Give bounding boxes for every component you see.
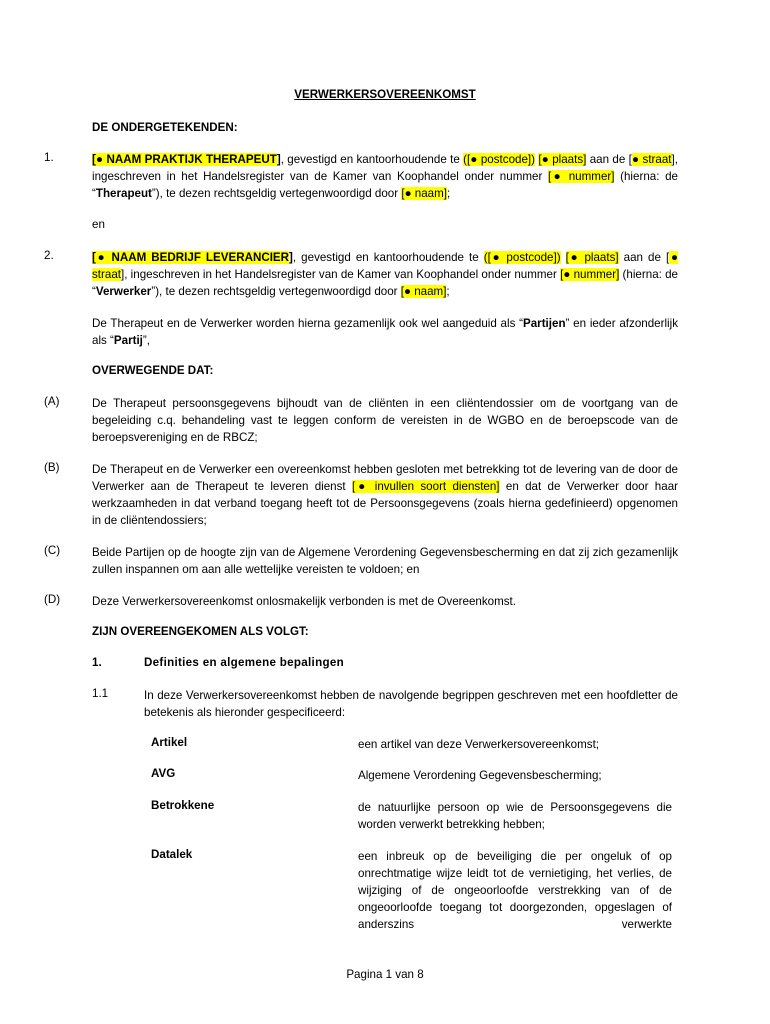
recital-a-label: (A) — [44, 395, 60, 408]
party2-text: aan de [ — [618, 251, 670, 264]
recital-d-text: Deze Verwerkersovereenkomst onlosmakelijk verbonden is met de Overeenkomst. — [92, 595, 517, 608]
party1-text: (hierna: de “ — [92, 170, 678, 200]
party1-straat-placeholder: ● straat — [631, 153, 672, 166]
party2-close-bracket: ] — [289, 251, 293, 264]
page-footer: Pagina 1 van 8 — [346, 968, 424, 981]
party1-text: aan de [ — [586, 153, 632, 166]
party1-text: ; — [447, 187, 451, 200]
party2-text: ; — [446, 285, 450, 298]
party2-text: (hierna: de “ — [92, 268, 678, 298]
party2-naam-placeholder: [● naam] — [400, 285, 447, 298]
definition-text: de natuurlijke persoon op wie de Persoonsgegevens die worden verwerkt betrekking hebben; — [358, 801, 672, 831]
parties-paragraph — [92, 315, 678, 349]
party2-postcode-placeholder: ([● postcode]) — [483, 251, 561, 264]
definition-term: Betrokkene — [151, 799, 215, 812]
definition-term: Datalek — [151, 848, 193, 861]
whereas-heading: OVERWEGENDE DAT: — [92, 364, 214, 377]
document-title: VERWERKERSOVEREENKOMST — [294, 88, 476, 101]
party-term: Partij — [113, 334, 143, 347]
agreed-heading: ZIJN OVEREENGEKOMEN ALS VOLGT: — [92, 625, 309, 638]
recital-c-label: (C) — [44, 544, 61, 557]
party1-close-bracket: ] — [276, 153, 281, 166]
party2-text: , gevestigd en kantoorhoudende te — [292, 251, 484, 264]
party1-text: ], ingeschreven in het Handelsregister van de Kamer van Koophandel onder nummer — [92, 153, 678, 183]
party2-nummer-placeholder: [● nummer] — [560, 268, 620, 281]
party1-name-placeholder: ● NAAM PRAKTIJK THERAPEUT — [95, 153, 277, 166]
recital-b-label: (B) — [44, 461, 60, 474]
party2-paragraph — [92, 249, 678, 300]
parties-text: ”, — [142, 334, 150, 347]
party1-text: ”), te dezen rechtsgeldig vertegenwoordigd door — [151, 187, 402, 200]
recital-c-text: Beide Partijen op de hoogte zijn van de Algemene Verordening Gegevensbescherming en dat zij zich gezamenlijk zullen inspannen om aan alle wettelijke vereisten te voldoen; en — [92, 546, 678, 576]
party1-open-bracket: [ — [92, 153, 96, 166]
section-number: 1. — [92, 656, 102, 669]
recital-b-text-part: en dat de Verwerker door haar werkzaamheden in dat verband toegang heeft tot de Persoonsgegevens (zoals hierna gedefinieerd) opgenomen in de cliëntendossiers; — [92, 480, 678, 527]
recital-a-text: De Therapeut persoonsgegevens bijhoudt van de cliënten in een cliëntendossier om de voortgang van de begeleiding c.q. behandeling vast te leggen conform de vereisten in de WGBO en de beroepscode van de beroepsvereniging en de RBCZ; — [92, 397, 678, 444]
party2-name-placeholder: ● NAAM BEDRIJF LEVERANCIER — [95, 251, 290, 264]
party2-text: ], ingeschreven in het Handelsregister van de Kamer van Koophandel onder nummer — [121, 268, 561, 281]
definition-text: Algemene Verordening Gegevensbescherming; — [358, 769, 602, 782]
party1-plaats-placeholder: [● plaats] — [538, 153, 587, 166]
parties-text: De Therapeut en de Verwerker worden hierna gezamenlijk ook wel aangeduid als “ — [92, 317, 523, 330]
definition-text: een artikel van deze Verwerkersovereenkomst; — [358, 738, 600, 751]
parties-text: ” en ieder afzonderlijk als “ — [92, 317, 678, 347]
party2-straat-placeholder: ● straat — [92, 251, 678, 281]
party2-number: 2. — [44, 249, 54, 262]
service-type-placeholder: [● invullen soort diensten] — [351, 480, 500, 493]
definition-text: een inbreuk op de beveiliging die per ongeluk of op onrechtmatige wijze leidt tot de vernietiging, het verlies, de wijziging of de ongeoorloofde verstrekking van of de ongeoorloofde toegang tot doorgezonden, opgeslagen of anderszins verwerkte — [358, 850, 672, 931]
party1-postcode-placeholder: ([● postcode]) — [463, 153, 535, 166]
section-title: Definities en algemene bepalingen — [144, 656, 344, 669]
recital-b-text — [92, 461, 678, 529]
party2-open-bracket: [ — [92, 251, 96, 264]
parties-term: Partijen — [523, 317, 566, 330]
party1-naam-placeholder: [● naam] — [401, 187, 448, 200]
party2-text: ”), te dezen rechtsgeldig vertegenwoordigd door — [151, 285, 401, 298]
party2-plaats-placeholder: [● plaats] — [565, 251, 619, 264]
party1-number: 1. — [44, 151, 54, 164]
recital-d-label: (D) — [44, 593, 61, 606]
party1-paragraph — [92, 151, 678, 202]
recital-b-text-part: De Therapeut en de Verwerker een overeenkomst hebben gesloten met betrekking tot de levering van de door de Verwerker aan de Therapeut te leveren dienst — [92, 463, 678, 493]
party1-nummer-placeholder: [● nummer] — [547, 170, 615, 183]
definition-term: Artikel — [151, 736, 188, 749]
undersigned-heading: DE ONDERGETEKENDEN: — [92, 121, 238, 134]
party2-space — [561, 251, 566, 264]
party1-role: Therapeut — [95, 187, 152, 200]
party2-role: Verwerker — [95, 285, 152, 298]
definition-term: AVG — [151, 767, 176, 780]
clause-text: In deze Verwerkersovereenkomst hebben de navolgende begrippen geschreven met een hoofdletter de betekenis als hieronder gespecificeerd: — [144, 689, 678, 719]
and-word: en — [92, 218, 105, 231]
party1-text: , gevestigd en kantoorhoudende te — [280, 153, 464, 166]
clause-number: 1.1 — [92, 687, 109, 700]
